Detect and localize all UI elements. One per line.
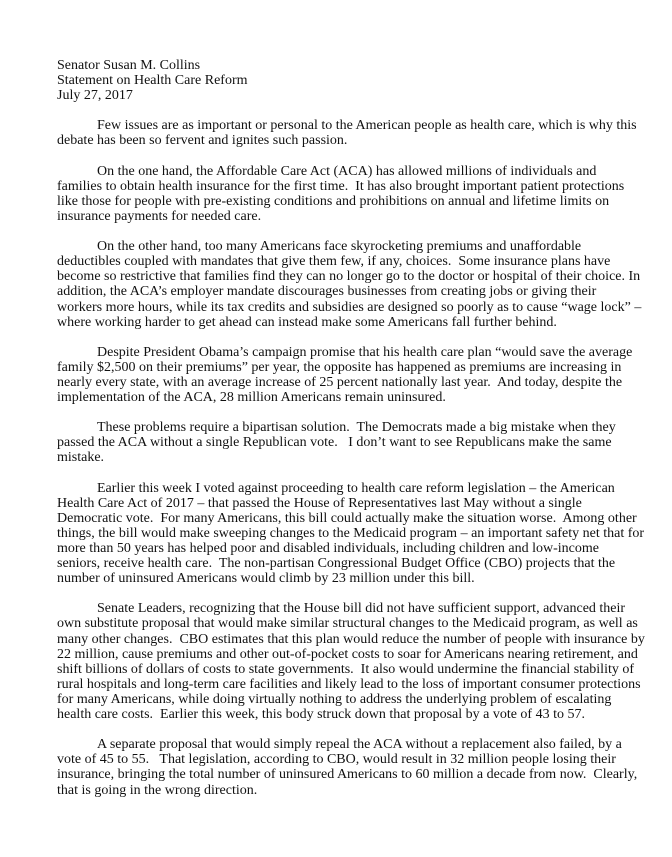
document-header: [57, 58, 657, 103]
paragraph: [57, 239, 657, 330]
document-page: [57, 58, 657, 798]
paragraph: [57, 118, 657, 148]
paragraph: [57, 345, 657, 405]
paragraph-line: implementation of the ACA, 28 million Americans remain uninsured.: [57, 390, 446, 406]
paragraph-line: families to obtain health insurance for the first time. It has also brought important patient protections: [57, 178, 625, 194]
paragraph-line: Democratic vote. For many Americans, this bill could actually make the situation worse. Among other: [57, 510, 637, 526]
paragraph-line: Few issues are as important or personal to the American people as health care, which is why this: [97, 118, 637, 134]
paragraph-line: mistake.: [57, 450, 105, 466]
paragraph: [57, 481, 657, 587]
paragraph-line: addition, the ACA’s employer mandate discourages businesses from creating jobs or giving their: [57, 284, 597, 300]
paragraph-line: insurance, bringing the total number of uninsured Americans to 60 million a decade from now. Clearly,: [57, 767, 638, 783]
paragraph-line: insurance payments for needed care.: [57, 208, 262, 224]
paragraph-line: workers more hours, while its tax credits and subsidies are designed so poorly as to cause “wage lock” –: [57, 299, 642, 315]
paragraph: [57, 601, 657, 722]
paragraph-line: family $2,500 on their premiums” per year, the opposite has happened as premiums are increasing in: [57, 359, 622, 375]
paragraph-line: rural hospitals and long-term care facilities and likely lead to the loss of important consumer protections: [57, 676, 641, 692]
paragraph-line: Earlier this week I voted against proceeding to health care reform legislation – the American: [97, 480, 615, 496]
paragraph-line: more than 50 years has helped poor and disabled individuals, including children and low-income: [57, 541, 599, 556]
paragraph-line: deductibles coupled with mandates that give them few, if any, choices. Some insurance plans have: [57, 254, 611, 270]
document-body: [57, 118, 657, 797]
document-date: July 27, 2017: [57, 88, 133, 104]
document-title: Statement on Health Care Reform: [57, 73, 248, 89]
paragraph-line: On the one hand, the Affordable Care Act (ACA) has allowed millions of individuals and: [97, 163, 597, 179]
paragraph-line: many other changes. CBO estimates that this plan would reduce the number of people with insurance by: [57, 631, 645, 647]
paragraph: [57, 164, 657, 224]
paragraph-line: 22 million, cause premiums and other out-of-pocket costs to soar for Americans nearing retirement, and: [57, 646, 638, 662]
paragraph-line: where working harder to get ahead can instead make some Americans fall further behind.: [57, 314, 557, 330]
paragraph-line: On the other hand, too many Americans face skyrocketing premiums and unaffordable: [97, 239, 582, 255]
paragraph-line: things, the bill would make sweeping changes to the Medicaid program – an important safety net that for: [57, 525, 645, 541]
paragraph-line: debate has been so fervent and ignites such passion.: [57, 133, 348, 149]
paragraph-line: like those for people with pre-existing conditions and prohibitions on annual and lifetime limits on: [57, 193, 610, 209]
paragraph-line: nearly every state, with an average increase of 25 percent nationally last year. And today, despite the: [57, 374, 623, 390]
paragraph-line: shift billions of dollars of costs to state governments. It also would undermine the financial stability of: [57, 661, 635, 677]
paragraph-line: These problems require a bipartisan solution. The Democrats made a big mistake when they: [97, 420, 616, 436]
paragraph-line: health care costs. Earlier this week, this body struck down that proposal by a vote of 43 to 57.: [57, 707, 585, 723]
paragraph-line: Senate Leaders, recognizing that the House bill did not have sufficient support, advanced their: [97, 601, 626, 617]
paragraph: [57, 420, 657, 465]
paragraph-line: A separate proposal that would simply repeal the ACA without a replacement also failed, by a: [97, 737, 622, 753]
paragraph-line: vote of 45 to 55. That legislation, according to CBO, would result in 32 million people losing their: [57, 752, 616, 768]
paragraph-line: for many Americans, while doing virtually nothing to address the underlying problem of escalating: [57, 691, 612, 707]
paragraph-line: Despite President Obama’s campaign promise that his health care plan “would save the average: [97, 344, 633, 360]
paragraph-line: Health Care Act of 2017 – that passed the House of Representatives last May without a single: [57, 495, 582, 511]
paragraph-line: seniors, receive health care. The non-partisan Congressional Budget Office (CBO) projects that the: [57, 556, 616, 572]
paragraph-line: become so restrictive that families find they can no longer go to the doctor or hospital of their choice. In: [57, 269, 641, 285]
paragraph: [57, 737, 657, 797]
paragraph-line: number of uninsured Americans would climb by 23 million under this bill.: [57, 571, 475, 587]
paragraph-line: passed the ACA without a single Republican vote. I don’t want to see Republicans make the same: [57, 435, 612, 451]
author-line: Senator Susan M. Collins: [57, 58, 201, 73]
paragraph-line: own substitute proposal that would make similar structural changes to the Medicaid program, as well as: [57, 616, 638, 632]
paragraph-line: that is going in the wrong direction.: [57, 782, 258, 798]
